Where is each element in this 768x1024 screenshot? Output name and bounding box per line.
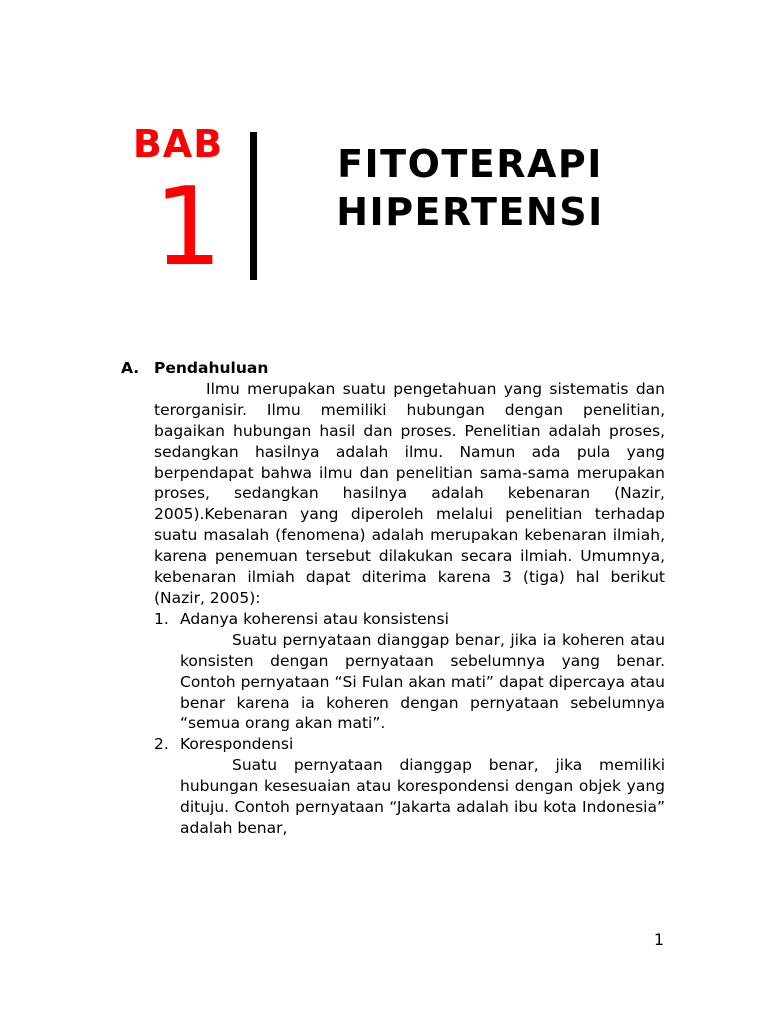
intro-paragraph: Ilmu merupakan suatu pengetahuan yang sistematis dan terorganisir. Ilmu memiliki hubungan dengan penelitian, bagaikan hubungan hasil dan proses. Penelitian adalah proses, sedangkan hasilnya adalah ilmu. Namun ada pula yang berpendapat bahwa ilmu dan penelitian sama-sama merupakan proses, sedangkan hasilnya adalah kebenaran (Nazir, 2005).Kebenaran yang diperoleh melalui penelitian terhadap suatu masalah (fenomena) adalah merupakan kebenaran ilmiah, karena penemuan tersebut dilakukan secara ilmiah. Umumnya, kebenaran ilmiah dapat diterima karena 3 (tiga) hal berikut (Nazir, 2005): xyxy=(154,379,665,607)
section-heading-text: Pendahuluan xyxy=(154,359,269,377)
list-item xyxy=(154,609,665,630)
list-item xyxy=(154,734,665,755)
chapter-label: BAB xyxy=(132,122,224,166)
list-item-body: Suatu pernyataan dianggap benar, jika ia koheren atau konsisten dengan pernyataan sebelumnya yang benar. Contoh pernyataan “Si Fulan akan mati” dapat dipercaya atau benar karena ia koheren dengan pernyataan sebelumnya “semua orang akan mati”. xyxy=(180,630,665,733)
list-item-number: 2. xyxy=(154,735,169,754)
page-number: 1 xyxy=(653,930,664,949)
list-item-title: Korespondensi xyxy=(180,735,294,754)
chapter-title-line-2: HIPERTENSI xyxy=(336,190,604,234)
chapter-number: 1 xyxy=(153,165,223,290)
title-divider xyxy=(250,132,257,280)
document-body xyxy=(121,358,665,839)
chapter-title-line-1: FITOTERAPI xyxy=(337,142,603,186)
list-item-title: Adanya koherensi atau konsistensi xyxy=(180,609,449,628)
chapter-title xyxy=(300,140,640,236)
list-item-body: Suatu pernyataan dianggap benar, jika memiliki hubungan kesesuaian atau korespondensi dengan objek yang dituju. Contoh pernyataan “Jakarta adalah ibu kota Indonesia” adalah benar, xyxy=(180,756,665,837)
section-marker: A. xyxy=(121,359,140,377)
list-item-number: 1. xyxy=(154,609,169,628)
section-heading xyxy=(121,358,665,379)
